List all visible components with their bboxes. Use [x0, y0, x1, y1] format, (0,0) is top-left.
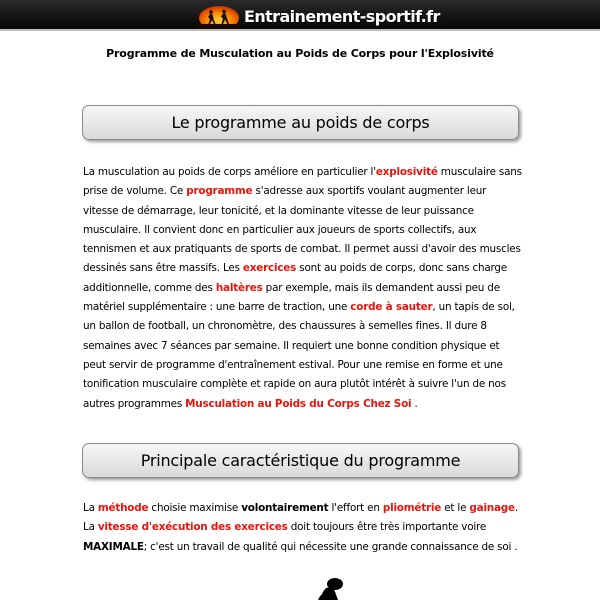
method-description — [83, 499, 523, 557]
text-fragment: La — [83, 502, 98, 514]
text-fragment: doit toujours être très importante voire — [287, 521, 487, 534]
section-heading-characteristic: Principale caractéristique du programme — [82, 443, 519, 478]
text-fragment: . La — [83, 502, 519, 534]
link-halteres[interactable]: haltères — [215, 281, 263, 294]
link-corde-a-sauter[interactable]: corde à sauter — [350, 301, 433, 314]
text-fragment: s'adresse aux sportifs voulant augmenter leur vitesse de démarrage, leur tonicité, et la dominante vitesse de leur puissance musculaire. Il convient donc en particulier aux joueurs de sports collectifs, aux tennismen et aux pratiquants de sports de combat. Il permet aussi d'avoir des muscles dessinés sans être massifs. Les — [83, 185, 521, 275]
link-musculation-chez-soi[interactable]: Musculation au Poids du Corps Chez Soi — [185, 397, 412, 410]
sunset-runners-icon — [197, 3, 241, 29]
text-fragment: La musculation au poids de corps améliore en particulier l' — [83, 166, 376, 178]
text-fragment: par exemple, mais ils demandent aussi peu de matériel supplémentaire : une barre de traction, une — [83, 281, 500, 314]
text-fragment: sont au poids de corps, donc sans charge additionnelle, comme des — [83, 262, 507, 294]
section-heading-program: Le programme au poids de corps — [82, 105, 519, 140]
text-fragment: , un tapis de sol, un ballon de football, un chronomètre, des chaussures à semelles fines. Il dure 8 semaines avec 7 séances par semaine. Il requiert une bonne condition physique et peut servir de programme d'entraînement estival. Pour une remise en forme et une tonification musculaire complète et rapide on aura plutôt intérêt à suivre l'un de nos autres programmes — [83, 301, 515, 410]
link-vitesse-execution[interactable]: vitesse d'exécution des exercices — [97, 521, 288, 534]
text-fragment: choisie maximise — [148, 502, 242, 514]
link-exercices[interactable]: exercices — [242, 262, 297, 275]
program-description — [83, 163, 523, 414]
link-programme[interactable]: programme — [186, 185, 253, 198]
text-fragment: ; c'est un travail de qualité qui nécessite une grande connaissance de soi . — [143, 540, 518, 553]
text-fragment: l'effort en — [328, 502, 383, 514]
text-fragment: musculaire sans prise de volume. Ce — [83, 166, 522, 198]
text-fragment: et le — [441, 502, 470, 514]
link-methode[interactable]: méthode — [97, 502, 149, 514]
emphasis-volontairement: volontairement — [241, 502, 329, 514]
text-fragment: . — [411, 397, 418, 410]
site-name: Entrainement-sportif.fr — [244, 6, 440, 26]
link-explosivite[interactable]: explosivité — [375, 166, 438, 178]
athlete-silhouette-icon — [312, 578, 352, 600]
page-title: Programme de Musculation au Poids de Corps pour l'Explosivité — [106, 47, 494, 60]
emphasis-maximale: MAXIMALE — [83, 540, 144, 553]
top-banner — [0, 0, 600, 31]
site-logo-link[interactable] — [197, 2, 440, 30]
link-gainage[interactable]: gainage — [469, 502, 515, 514]
link-pliometrie[interactable]: pliométrie — [382, 502, 442, 514]
